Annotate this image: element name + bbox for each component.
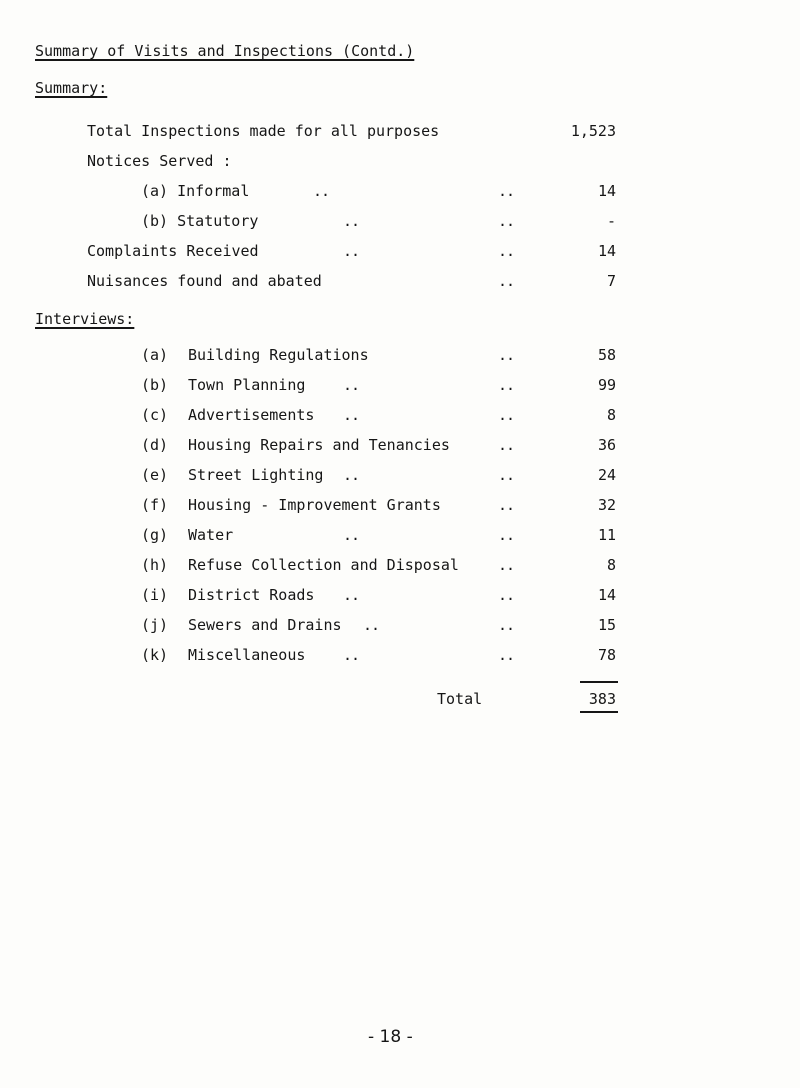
interview-row-k-letter: (k) <box>141 646 169 664</box>
summary-heading: Summary: <box>35 79 108 97</box>
interview-row-c-value: 8 <box>606 406 616 424</box>
interview-row-f-letter: (f) <box>141 496 169 514</box>
interview-row-b-value: 99 <box>597 376 616 394</box>
summary-row-statutory-label: (b) Statutory <box>141 212 259 230</box>
dot-leader: .. <box>498 646 515 664</box>
interview-row-h-letter: (h) <box>141 556 169 574</box>
dot-leader: .. <box>498 466 515 484</box>
dot-leader: .. <box>498 526 515 544</box>
dot-leader: .. <box>498 496 515 514</box>
interview-row-h-label: Refuse Collection and Disposal <box>188 556 459 574</box>
interview-row-b-letter: (b) <box>141 376 169 394</box>
interview-row-g-label: Water <box>188 526 234 544</box>
page-title: Summary of Visits and Inspections (Contd.) <box>35 42 415 60</box>
dot-leader: .. <box>343 526 360 544</box>
summary-row-statutory-value: - <box>606 212 616 230</box>
interview-row-j-label: Sewers and Drains <box>188 616 342 634</box>
summary-row-informal-value: 14 <box>597 182 616 200</box>
dot-leader: .. <box>498 182 515 200</box>
dot-leader: .. <box>498 272 515 290</box>
interview-row-a-label: Building Regulations <box>188 346 369 364</box>
interview-row-d-value: 36 <box>597 436 616 454</box>
summary-row-complaints-value: 14 <box>597 242 616 260</box>
interview-row-a-value: 58 <box>597 346 616 364</box>
dot-leader: .. <box>498 242 515 260</box>
interview-row-f-label: Housing - Improvement Grants <box>188 496 441 514</box>
dot-leader: .. <box>498 616 515 634</box>
interview-row-j-letter: (j) <box>141 616 169 634</box>
summary-row-nuisances-label: Nuisances found and abated <box>87 272 322 290</box>
dot-leader: .. <box>498 346 515 364</box>
dot-leader: .. <box>313 182 330 200</box>
interview-row-k-label: Miscellaneous <box>188 646 306 664</box>
summary-row-notices-label: Notices Served : <box>87 152 232 170</box>
dot-leader: .. <box>343 376 360 394</box>
interview-row-g-letter: (g) <box>141 526 169 544</box>
interview-row-e-value: 24 <box>597 466 616 484</box>
dot-leader: .. <box>343 466 360 484</box>
interview-row-d-letter: (d) <box>141 436 169 454</box>
interview-row-e-letter: (e) <box>141 466 169 484</box>
summary-row-total-label: Total Inspections made for all purposes <box>87 122 440 140</box>
total-rule-top <box>580 681 618 683</box>
summary-row-total-value: 1,523 <box>570 122 616 140</box>
interview-row-g-value: 11 <box>597 526 616 544</box>
interview-row-k-value: 78 <box>597 646 616 664</box>
interview-row-a-letter: (a) <box>141 346 169 364</box>
interview-row-c-letter: (c) <box>141 406 169 424</box>
dot-leader: .. <box>498 406 515 424</box>
interview-row-i-value: 14 <box>597 586 616 604</box>
interview-row-j-value: 15 <box>597 616 616 634</box>
dot-leader: .. <box>498 586 515 604</box>
dot-leader: .. <box>343 586 360 604</box>
interview-row-e-label: Street Lighting <box>188 466 324 484</box>
dot-leader: .. <box>343 242 360 260</box>
total-label: Total <box>437 690 483 708</box>
dot-leader: .. <box>343 406 360 424</box>
dot-leader: .. <box>363 616 380 634</box>
dot-leader: .. <box>498 436 515 454</box>
page-number: - 18 - <box>368 1027 413 1047</box>
interview-row-d-label: Housing Repairs and Tenancies <box>188 436 450 454</box>
interview-row-f-value: 32 <box>597 496 616 514</box>
interview-row-i-label: District Roads <box>188 586 315 604</box>
total-value: 383 <box>588 690 616 708</box>
interview-row-h-value: 8 <box>606 556 616 574</box>
summary-row-complaints-label: Complaints Received <box>87 242 259 260</box>
summary-row-informal-label: (a) Informal <box>141 182 250 200</box>
interview-row-i-letter: (i) <box>141 586 169 604</box>
dot-leader: .. <box>498 212 515 230</box>
dot-leader: .. <box>343 646 360 664</box>
total-rule-bottom <box>580 711 618 713</box>
interview-row-b-label: Town Planning <box>188 376 306 394</box>
dot-leader: .. <box>498 556 515 574</box>
interview-row-c-label: Advertisements <box>188 406 315 424</box>
interviews-heading: Interviews: <box>35 310 135 328</box>
dot-leader: .. <box>498 376 515 394</box>
dot-leader: .. <box>343 212 360 230</box>
summary-row-nuisances-value: 7 <box>606 272 616 290</box>
